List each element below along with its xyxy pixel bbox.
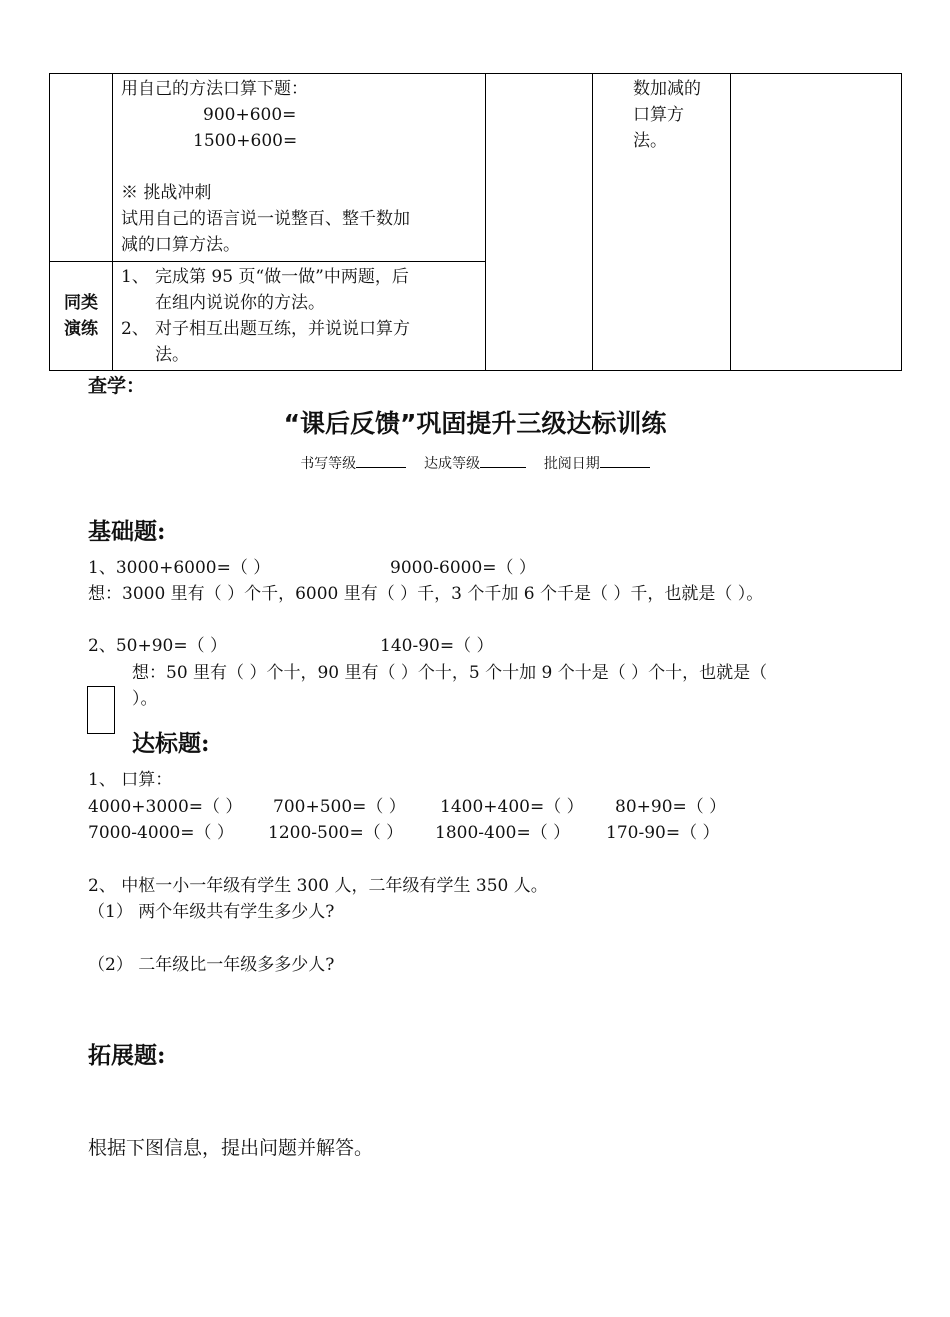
standard-q2-1: （1） 两个年级共有学生多少人? <box>88 902 335 922</box>
basic-q2-think-end: ）。 <box>132 689 158 709</box>
calc-item: 7000-4000=（ ） <box>88 823 234 843</box>
basic-q1-b: 9000-6000=（ ） <box>390 558 536 578</box>
basic-heading: 基础题: <box>88 518 166 545</box>
table-cell-objective <box>593 74 731 371</box>
instruction-text: 用自己的方法口算下题： <box>121 79 308 99</box>
list-item: 1、 完成第 95 页“做一做”中两题，后 在组内说说你的方法。 <box>121 267 409 313</box>
calc-item: 700+500=（ ） <box>273 797 406 817</box>
extend-text: 根据下图信息，提出问题并解答。 <box>88 1137 374 1159</box>
calc-item: 1800-400=（ ） <box>435 823 571 843</box>
basic-q2-b: 140-90=（ ） <box>380 636 494 656</box>
standard-q2-2: （2） 二年级比一年级多多少人? <box>88 955 335 975</box>
calc-item: 4000+3000=（ ） <box>88 797 243 817</box>
challenge-heading: ※ 挑战冲刺 <box>121 183 212 203</box>
objective-line: 法。 <box>633 131 667 151</box>
problem-line: 1500+600= <box>193 131 298 151</box>
basic-q2-think: 想：50 里有（ ）个十，90 里有（ ）个十，5 个十加 9 个十是（ ）个十，也就是（ <box>132 663 768 683</box>
standard-q1-label: 1、 口算： <box>88 770 173 790</box>
objective-line: 数加减的 <box>633 79 701 99</box>
calc-item: 1400+400=（ ） <box>440 797 584 817</box>
basic-q2-a: 2、50+90=（ ） <box>88 636 227 656</box>
calc-item: 170-90=（ ） <box>606 823 720 843</box>
answer-box <box>87 686 115 734</box>
write-grade-blank <box>356 453 406 468</box>
calc-item: 80+90=（ ） <box>615 797 727 817</box>
achieve-grade-blank <box>480 453 526 468</box>
table-cell-empty <box>731 74 902 371</box>
table-cell-empty <box>486 74 593 371</box>
table-cell-practice <box>113 262 486 371</box>
extend-heading: 拓展题: <box>88 1042 166 1069</box>
calc-item: 1200-500=（ ） <box>268 823 404 843</box>
basic-q1-a: 1、3000+6000=（ ） <box>88 558 271 578</box>
list-item: 2、 对子相互出题互练，并说说口算方 法。 <box>121 319 410 365</box>
challenge-text: 减的口算方法。 <box>121 235 240 255</box>
page-title: “课后反馈”巩固提升三级达标训练 <box>283 409 667 438</box>
standard-heading: 达标题: <box>132 730 210 757</box>
challenge-text: 试用自己的语言说一说整百、整千数加 <box>121 209 410 229</box>
basic-q1-think: 想：3000 里有（ ）个千，6000 里有（ ）千，3 个千加 6 个千是（ ）千，也就是（ ）。 <box>88 584 764 604</box>
problem-line: 900+600= <box>203 105 297 125</box>
blank-line <box>121 154 477 180</box>
chaxue-label: 查学： <box>88 375 146 397</box>
table-row <box>50 74 902 262</box>
standard-q2: 2、 中枢一小一年级有学生 300 人，二年级有学生 350 人。 <box>88 876 548 896</box>
practice-label: 同类 演练 <box>50 262 113 371</box>
review-date-blank <box>600 453 650 468</box>
grading-meta: 书写等级 达成等级 批阅日期 <box>0 453 950 473</box>
table-cell-label-empty <box>50 74 113 262</box>
objective-line: 口算方 <box>633 105 684 125</box>
lesson-table <box>49 73 902 371</box>
table-cell-content <box>113 74 486 262</box>
